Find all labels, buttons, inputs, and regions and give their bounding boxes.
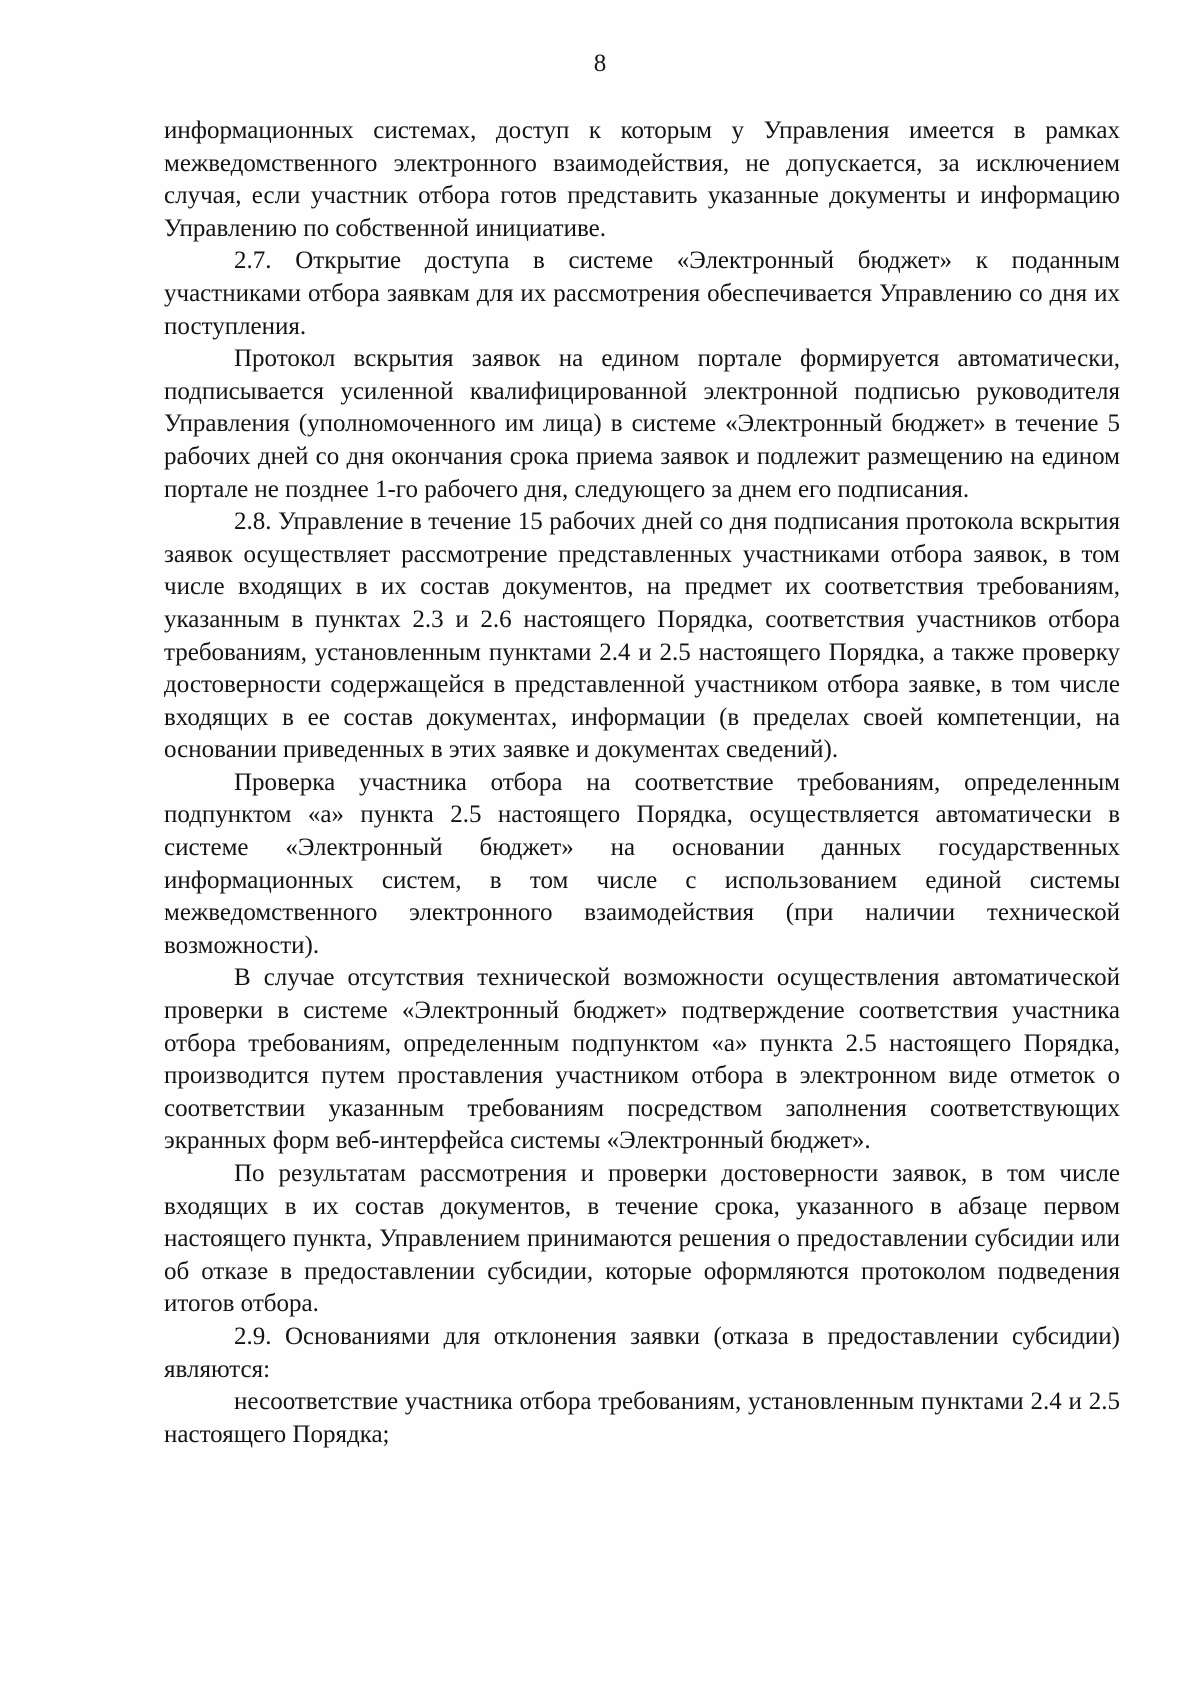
paragraph-2-7: 2.7. Открытие доступа в системе «Электронный бюджет» к поданным участниками отбора заявкам для их рассмотрения обеспечивается Управлению со дня их поступления. [164, 247, 1120, 340]
paragraph-noncompliance: несоответствие участника отбора требованиям, установленным пунктами 2.4 и 2.5 настоящего Порядка; [164, 1388, 1120, 1448]
paragraph-2-9: 2.9. Основаниями для отклонения заявки (отказа в предоставлении субсидии) являются: [164, 1322, 1120, 1383]
paragraph-protocol: Протокол вскрытия заявок на едином портале формируется автоматически, подписывается усиленной квалифицированной электронной подписью руководителя Управления (уполномоченного им лица) в системе «Электронный бюджет» в течение 5 рабочих дней со дня окончания срока приема заявок и подлежит размещению на едином портале не позднее 1-го рабочего дня, следующего за днем его подписания. [164, 345, 1120, 503]
paragraph-verification: Проверка участника отбора на соответствие требованиям, определенным подпунктом «а» пункта 2.5 настоящего Порядка, осуществляется автоматически в системе «Электронный бюджет» на основании данных государственных информационных систем, в том числе с использованием единой системы межведомственного электронного взаимодействия (при наличии технической возможности). [164, 768, 1120, 959]
paragraph-no-technical: В случае отсутствия технической возможности осуществления автоматической проверки в системе «Электронный бюджет» подтверждение соответствия участника отбора требованиям, определенным подпунктом «а» пункта 2.5 настоящего Порядка, производится путем проставления участником отбора в электронном виде отметок о соответствии указанным требованиям посредством заполнения соответствующих экранных форм веб-интерфейса системы «Электронный бюджет». [164, 964, 1120, 1155]
document-body [164, 115, 1120, 1451]
paragraph-2-8: 2.8. Управление в течение 15 рабочих дней со дня подписания протокола вскрытия заявок осуществляет рассмотрение представленных участниками отбора заявок, в том числе входящих в их состав документов, на предмет их соответствия требованиям, указанным в пунктах 2.3 и 2.6 настоящего Порядка, соответствия участников отбора требованиям, установленным пунктами 2.4 и 2.5 настоящего Порядка, а также проверку достоверности содержащейся в представленной участником отбора заявке, в том числе входящих в ее состав документах, информации (в пределах своей компетенции, на основании приведенных в этих заявке и документах сведений). [164, 508, 1120, 764]
paragraph-results: По результатам рассмотрения и проверки достоверности заявок, в том числе входящих в их состав документов, в течение срока, указанного в абзаце первом настоящего пункта, Управлением принимаются решения о предоставлении субсидии или об отказе в предоставлении субсидии, которые оформляются протоколом подведения итогов отбора. [164, 1160, 1120, 1318]
paragraph-continuation: информационных системах, доступ к которым у Управления имеется в рамках межведомственного электронного взаимодействия, не допускается, за исключением случая, если участник отбора готов представить указанные документы и информацию Управлению по собственной инициативе. [164, 117, 1120, 242]
page-number: 8 [593, 50, 607, 77]
